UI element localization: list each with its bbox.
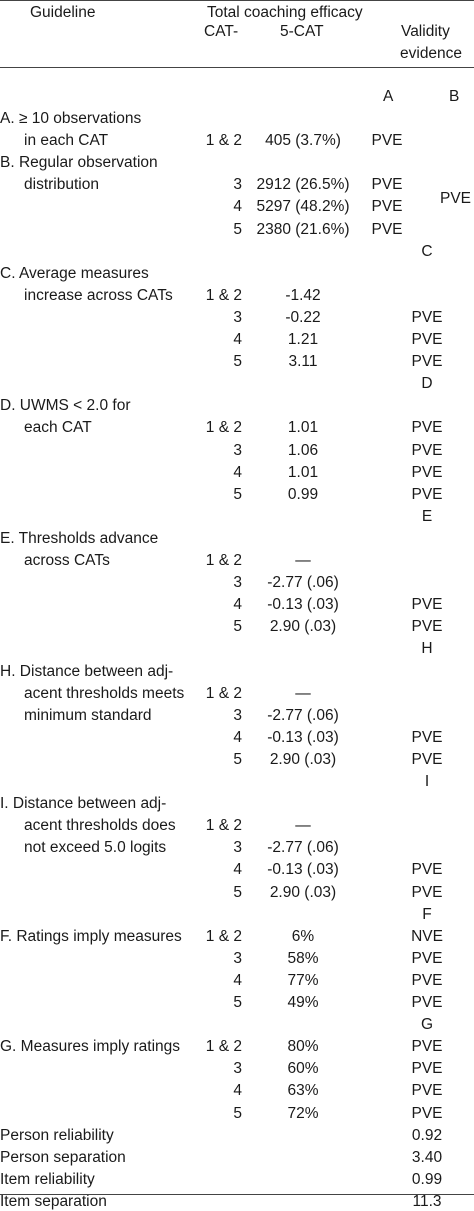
header-total: Total coaching efficacy bbox=[207, 4, 363, 21]
row-evidence: F bbox=[422, 905, 432, 923]
col-b-label: B bbox=[449, 88, 460, 105]
row-evidence: 11.3 bbox=[412, 1192, 442, 1210]
row-value: 0.99 bbox=[287, 485, 319, 503]
row-cat: 4 bbox=[233, 861, 242, 879]
row-cat: 3 bbox=[233, 839, 242, 857]
row-evidence: E bbox=[421, 507, 433, 525]
row-evidence: PVE bbox=[411, 949, 443, 967]
row-evidence: PVE bbox=[411, 331, 443, 348]
row-evidence: PVE bbox=[411, 463, 443, 481]
row-cat: 1 & 2 bbox=[205, 132, 242, 150]
row-cat: 4 bbox=[233, 728, 242, 746]
row-evidence: PVE bbox=[371, 132, 403, 150]
header-5cat: 5-CAT bbox=[280, 23, 324, 40]
row-value: — bbox=[295, 817, 311, 835]
row-value: -2.77 (.06) bbox=[267, 706, 339, 724]
row-value: 1.01 bbox=[287, 463, 319, 481]
row-label: E. Thresholds advance bbox=[0, 529, 159, 547]
row-cat: 4 bbox=[233, 971, 242, 989]
row-cat: 3 bbox=[233, 308, 242, 326]
row-cat: 5 bbox=[233, 618, 242, 636]
row-value: -2.77 (.06) bbox=[267, 839, 339, 857]
row-cat: 1 & 2 bbox=[205, 419, 242, 437]
row-value: 77% bbox=[287, 971, 319, 989]
row-evidence: PVE bbox=[411, 596, 443, 614]
row-value: 72% bbox=[287, 1104, 319, 1122]
row-evidence: PVE bbox=[411, 353, 443, 371]
row-evidence: PVE bbox=[411, 1060, 443, 1078]
row-cat: 5 bbox=[233, 994, 242, 1011]
row-evidence: NVE bbox=[411, 927, 443, 945]
row-label: D. UWMS < 2.0 for bbox=[0, 397, 131, 415]
row-evidence: PVE bbox=[371, 198, 403, 216]
row-cat: 4 bbox=[233, 331, 242, 348]
row-cat: 3 bbox=[233, 706, 242, 724]
row-cat: 4 bbox=[233, 596, 242, 614]
row-cat: 5 bbox=[233, 750, 242, 768]
row-value: 2380 (21.6%) bbox=[256, 220, 350, 238]
row-cat: 1 & 2 bbox=[205, 1038, 242, 1056]
row-label: distribution bbox=[24, 176, 99, 194]
row-value: 80% bbox=[287, 1038, 319, 1056]
row-value: 3.11 bbox=[288, 353, 318, 371]
row-cat: 3 bbox=[233, 441, 242, 459]
row-value: — bbox=[295, 684, 311, 702]
row-evidence: G bbox=[420, 1016, 434, 1034]
row-label: across CATs bbox=[24, 552, 110, 569]
row-label: minimum standard bbox=[24, 706, 152, 724]
row-evidence: PVE bbox=[411, 441, 443, 459]
row-evidence: PVE bbox=[411, 861, 443, 879]
row-value: 1.06 bbox=[287, 441, 319, 459]
row-value: 5297 (48.2%) bbox=[256, 198, 350, 216]
header-cat: CAT- bbox=[204, 23, 239, 40]
row-cat: 1 & 2 bbox=[205, 817, 242, 835]
row-cat: 1 & 2 bbox=[205, 684, 242, 702]
row-value: 1.21 bbox=[287, 331, 319, 348]
row-label: Item reliability bbox=[0, 1170, 95, 1188]
row-evidence: PVE bbox=[371, 220, 403, 238]
row-value: -0.13 (.03) bbox=[267, 728, 339, 746]
row-label: A. ≥ 10 observations bbox=[0, 110, 142, 127]
row-label: in each CAT bbox=[24, 132, 109, 150]
row-label: acent thresholds does bbox=[24, 817, 176, 835]
row-evidence: PVE bbox=[411, 971, 443, 989]
row-cat: 5 bbox=[233, 883, 242, 901]
col-a-label: A bbox=[383, 88, 394, 105]
row-cat: 5 bbox=[233, 353, 242, 371]
row-cat: 4 bbox=[233, 463, 242, 481]
row-value: 58% bbox=[287, 949, 319, 967]
row-cat: 3 bbox=[233, 1060, 242, 1078]
row-label: each CAT bbox=[24, 419, 92, 437]
header-validity: Validity bbox=[401, 23, 450, 40]
row-value: 6% bbox=[291, 927, 315, 945]
row-cat: 1 & 2 bbox=[205, 927, 242, 945]
row-evidence: PVE bbox=[411, 308, 443, 326]
row-evidence: D bbox=[421, 375, 433, 393]
row-value: 2.90 (.03) bbox=[269, 883, 337, 901]
row-evidence: 0.92 bbox=[411, 1126, 443, 1144]
row-value: 63% bbox=[287, 1082, 319, 1100]
header-rule bbox=[0, 67, 474, 68]
row-evidence: PVE bbox=[411, 1082, 443, 1100]
header-evidence: evidence bbox=[400, 45, 463, 62]
row-evidence: PVE bbox=[371, 176, 403, 194]
bottom-rule bbox=[0, 1194, 474, 1195]
row-cat: 4 bbox=[233, 198, 242, 216]
row-label: not exceed 5.0 logits bbox=[24, 839, 167, 857]
row-value: 60% bbox=[287, 1060, 319, 1078]
row-cat: 5 bbox=[233, 1104, 242, 1122]
row-cat: 3 bbox=[233, 176, 242, 194]
row-value: 2.90 (.03) bbox=[269, 618, 337, 636]
row-evidence: I bbox=[424, 773, 430, 790]
row-evidence: PVE bbox=[411, 1038, 443, 1056]
row-cat: 1 & 2 bbox=[205, 286, 242, 304]
row-evidence: 0.99 bbox=[411, 1170, 443, 1188]
row-label: Person separation bbox=[0, 1148, 126, 1166]
row-cat: 1 & 2 bbox=[205, 552, 242, 569]
row-evidence: H bbox=[421, 640, 433, 658]
row-label: I. Distance between adj- bbox=[0, 795, 167, 813]
row-value: 1.01 bbox=[287, 419, 319, 437]
row-value: -0.13 (.03) bbox=[267, 596, 339, 614]
row-value: — bbox=[295, 552, 311, 569]
row-label: acent thresholds meets bbox=[24, 684, 185, 702]
row-value: 49% bbox=[287, 994, 319, 1011]
row-evidence: PVE bbox=[411, 419, 443, 437]
row-evidence: PVE bbox=[411, 485, 443, 503]
row-cat: 4 bbox=[233, 1082, 242, 1100]
row-label: B. Regular observation bbox=[0, 154, 158, 172]
row-value: -0.22 bbox=[285, 308, 321, 326]
row-value: 405 (3.7%) bbox=[265, 132, 341, 150]
row-evidence: PVE bbox=[411, 883, 443, 901]
row-label: Item separation bbox=[0, 1192, 107, 1210]
row-label: G. Measures imply ratings bbox=[0, 1038, 181, 1056]
row-evidence: PVE bbox=[411, 994, 443, 1011]
row-value: -2.77 (.06) bbox=[267, 574, 339, 592]
row-cat: 3 bbox=[233, 574, 242, 592]
row-label: increase across CATs bbox=[24, 286, 173, 304]
b-pve: PVE bbox=[440, 190, 472, 207]
row-label: C. Average measures bbox=[0, 264, 149, 282]
row-label: H. Distance between adj- bbox=[0, 662, 174, 680]
row-evidence: PVE bbox=[411, 618, 443, 636]
row-evidence: PVE bbox=[411, 750, 443, 768]
row-value: 2.90 (.03) bbox=[269, 750, 337, 768]
row-evidence: 3.40 bbox=[411, 1148, 443, 1166]
row-value: -1.42 bbox=[285, 286, 321, 304]
row-value: -0.13 (.03) bbox=[267, 861, 339, 879]
header-guideline: Guideline bbox=[30, 4, 96, 21]
row-cat: 3 bbox=[233, 949, 242, 967]
row-cat: 5 bbox=[233, 485, 242, 503]
row-evidence: PVE bbox=[411, 1104, 443, 1122]
row-value: 2912 (26.5%) bbox=[256, 176, 350, 194]
row-label: Person reliability bbox=[0, 1126, 114, 1144]
top-rule bbox=[0, 0, 474, 1]
row-label: F. Ratings imply measures bbox=[0, 927, 182, 945]
row-evidence: PVE bbox=[411, 728, 443, 746]
row-evidence: C bbox=[421, 242, 433, 260]
row-cat: 5 bbox=[233, 220, 242, 238]
